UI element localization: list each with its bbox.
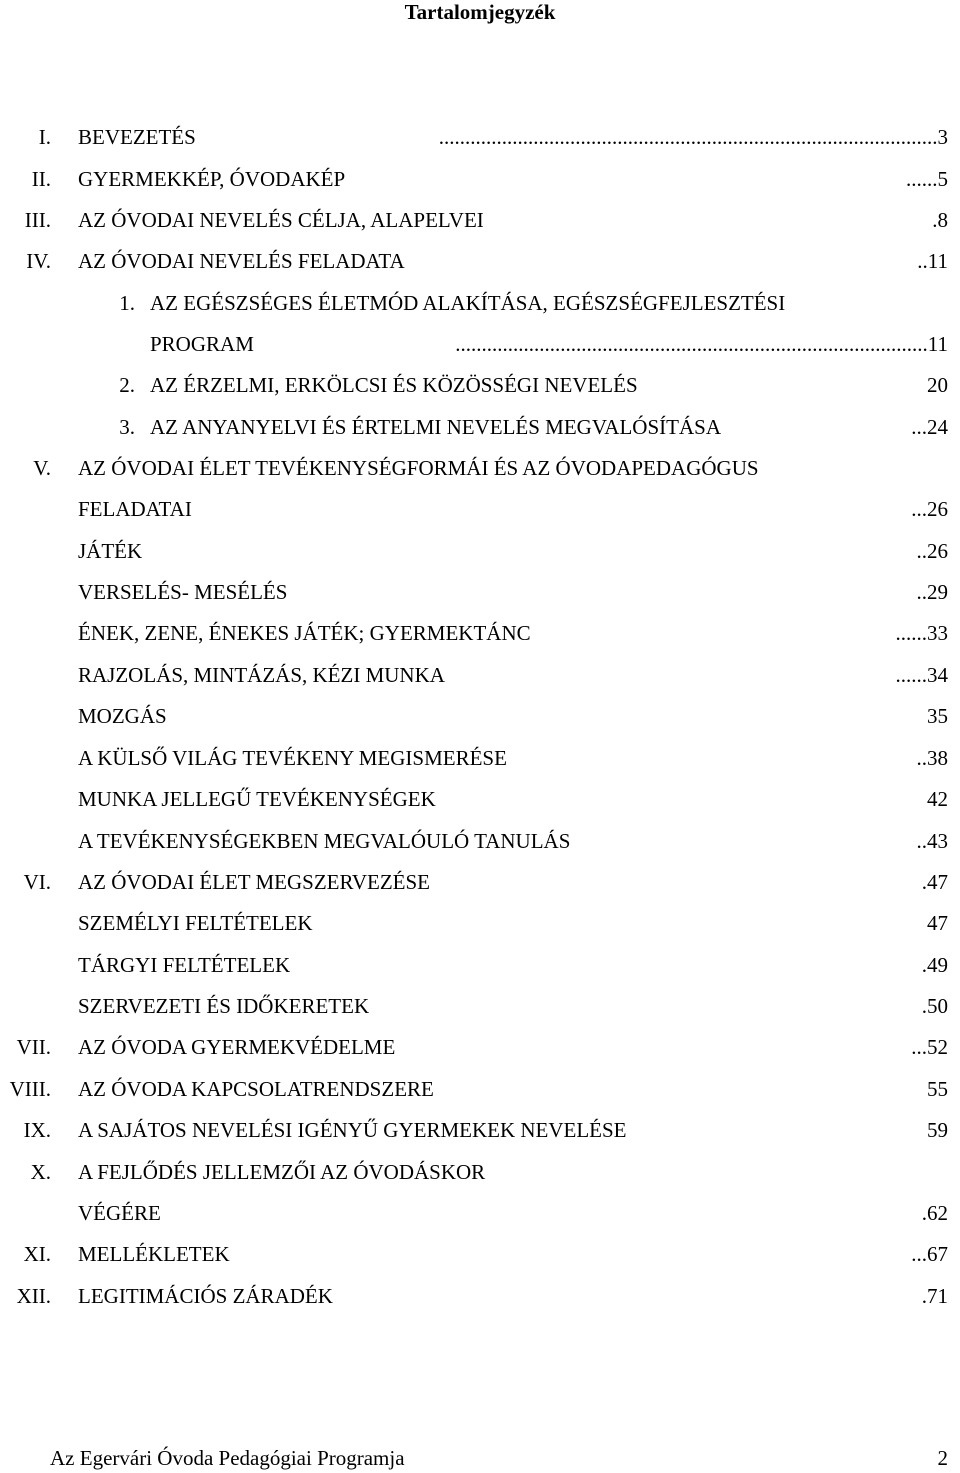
toc-entry[interactable] <box>0 536 960 566</box>
toc-entry-leader: .. <box>917 249 928 273</box>
toc-entry-number: II. <box>31 167 51 191</box>
toc-entry-page: 34 <box>927 663 948 687</box>
toc-entry-label: GYERMEKKÉP, ÓVODAKÉP <box>78 167 346 191</box>
toc-entry-leader: .. <box>916 746 927 770</box>
toc-entry[interactable] <box>0 453 960 483</box>
toc-entry-label: AZ ÉRZELMI, ERKÖLCSI ÉS KÖZÖSSÉGI NEVELÉS <box>150 373 638 397</box>
toc-entry-leader: ... <box>911 497 927 521</box>
toc-entry[interactable] <box>0 1032 960 1062</box>
toc-entry[interactable] <box>0 412 960 442</box>
toc-entry-label: AZ ÓVODAI ÉLET TEVÉKENYSÉGFORMÁI ÉS AZ ÓVODAPEDAGÓGUS <box>78 456 759 480</box>
toc-entry-leader: .. <box>916 829 927 853</box>
toc-entry-label: AZ ÓVODA GYERMEKVÉDELME <box>78 1035 396 1059</box>
toc-entry[interactable] <box>0 246 960 276</box>
toc-entry-number: X. <box>30 1160 51 1184</box>
toc-entry-page: 43 <box>927 829 948 853</box>
toc-entry[interactable] <box>0 991 960 1021</box>
toc-entry[interactable] <box>0 950 960 980</box>
toc-entry-label: LEGITIMÁCIÓS ZÁRADÉK <box>78 1284 333 1308</box>
toc-entry[interactable] <box>0 660 960 690</box>
toc-entry[interactable] <box>0 577 960 607</box>
toc-entry-page: 67 <box>927 1242 948 1266</box>
toc-entry[interactable] <box>0 826 960 856</box>
toc-entry-number: 2. <box>119 373 135 397</box>
toc-entry-page: 11 <box>927 332 948 356</box>
toc-entry-leader: .......................................................................................... <box>455 332 928 356</box>
toc-entry-page: 29 <box>927 580 948 604</box>
toc-entry-label: A KÜLSŐ VILÁG TEVÉKENY MEGISMERÉSE <box>78 746 507 770</box>
toc-entry[interactable] <box>0 494 960 524</box>
toc-entry[interactable] <box>0 164 960 194</box>
toc-entry-leader: . <box>921 1284 927 1308</box>
toc-entry-number: IX. <box>23 1118 51 1142</box>
toc-entry[interactable] <box>0 370 960 400</box>
toc-entry-leader: ...... <box>895 663 927 687</box>
toc-entry-page: 71 <box>927 1284 948 1308</box>
toc-entry-label: TÁRGYI FELTÉTELEK <box>78 953 291 977</box>
toc-entry-number: XII. <box>16 1284 51 1308</box>
toc-entry-number: VII. <box>16 1035 51 1059</box>
toc-entry-leader: .. <box>916 539 927 563</box>
toc-entry-page: 47 <box>927 911 948 935</box>
toc-entry-label: MOZGÁS <box>78 704 167 728</box>
toc-entry-number: IV. <box>26 249 51 273</box>
toc-entry-page: 24 <box>927 415 948 439</box>
toc-entry-leader: ... <box>911 1242 927 1266</box>
toc-entry-page: 49 <box>927 953 948 977</box>
toc-entry-page: 42 <box>927 787 948 811</box>
toc-entry-number: VIII. <box>9 1077 51 1101</box>
toc-entry[interactable] <box>0 1198 960 1228</box>
toc-entry-label: AZ ANYANYELVI ÉS ÉRTELMI NEVELÉS MEGVALÓSÍTÁSA <box>150 415 721 439</box>
toc-entry-page: 26 <box>927 497 948 521</box>
toc-entry-page: 52 <box>927 1035 948 1059</box>
toc-entry-number: 3. <box>119 415 135 439</box>
toc-entry-page: 8 <box>937 208 948 232</box>
page-footer <box>50 1444 948 1472</box>
toc-entry-page: 47 <box>927 870 948 894</box>
toc-entry-label: AZ ÓVODAI NEVELÉS CÉLJA, ALAPELVEI <box>78 208 484 232</box>
toc-entry-label: VÉGÉRE <box>78 1201 161 1225</box>
toc-entry[interactable] <box>0 288 960 318</box>
toc-entry-label: AZ EGÉSZSÉGES ÉLETMÓD ALAKÍTÁSA, EGÉSZSÉGFEJLESZTÉSI <box>150 291 786 315</box>
toc-entry-number: III. <box>24 208 51 232</box>
toc-entry[interactable] <box>0 908 960 938</box>
toc-entry[interactable] <box>0 1115 960 1145</box>
toc-entry-page: 62 <box>927 1201 948 1225</box>
toc-entry-label: ÉNEK, ZENE, ÉNEKES JÁTÉK; GYERMEKTÁNC <box>78 621 531 645</box>
toc-entry-leader: ... <box>911 1035 927 1059</box>
page-title: Tartalomjegyzék <box>404 0 556 24</box>
toc-entry-leader: ...... <box>906 167 938 191</box>
toc-entry-page: 50 <box>927 994 948 1018</box>
toc-entry-leader: . <box>921 1201 927 1225</box>
toc-entry[interactable] <box>0 1281 960 1311</box>
toc-entry-label: JÁTÉK <box>78 539 143 563</box>
toc-entry-label: A FEJLŐDÉS JELLEMZŐI AZ ÓVODÁSKOR <box>78 1160 486 1184</box>
toc-entry-leader: . <box>921 870 927 894</box>
toc-entry-label: VERSELÉS- MESÉLÉS <box>78 580 288 604</box>
toc-entry-page: 38 <box>927 746 948 770</box>
toc-entry-leader: . <box>921 953 927 977</box>
toc-entry-label: AZ ÓVODAI ÉLET MEGSZERVEZÉSE <box>78 870 430 894</box>
toc-entry-label: A TEVÉKENYSÉGEKBEN MEGVALÓULÓ TANULÁS <box>78 829 571 853</box>
toc-entry[interactable] <box>0 701 960 731</box>
footer-page-number: 2 <box>937 1446 948 1470</box>
toc-entry-number: XI. <box>23 1242 51 1266</box>
toc-entry-number: V. <box>33 456 51 480</box>
toc-entry-leader: . <box>932 208 938 232</box>
toc-entry-leader: ............................................................................................... <box>438 125 938 149</box>
toc-entry-label: AZ ÓVODA KAPCSOLATRENDSZERE <box>78 1077 434 1101</box>
toc-entry[interactable] <box>0 1239 960 1269</box>
toc-entry-label: PROGRAM <box>150 332 254 356</box>
toc-entry[interactable] <box>0 1074 960 1104</box>
toc-entry[interactable] <box>0 618 960 648</box>
toc-entry[interactable] <box>0 867 960 897</box>
toc-entry-label: MUNKA JELLEGŰ TEVÉKENYSÉGEK <box>78 787 436 811</box>
toc-entry[interactable] <box>0 122 960 152</box>
toc-entry-leader: . <box>921 994 927 1018</box>
toc-entry-label: BEVEZETÉS <box>78 125 196 149</box>
toc-entry-label: RAJZOLÁS, MINTÁZÁS, KÉZI MUNKA <box>78 663 445 687</box>
toc-entry-number: 1. <box>119 291 135 315</box>
toc-entry-label: SZERVEZETI ÉS IDŐKERETEK <box>78 994 370 1018</box>
toc-entry-page: 5 <box>937 167 948 191</box>
toc-entry-page: 3 <box>937 125 948 149</box>
toc-entry-page: 55 <box>927 1077 948 1101</box>
toc-entry-label: A SAJÁTOS NEVELÉSI IGÉNYŰ GYERMEKEK NEVELÉSE <box>78 1118 627 1142</box>
toc-entry-label: MELLÉKLETEK <box>78 1242 230 1266</box>
toc-entry-page: 11 <box>927 249 948 273</box>
toc-entry-page: 59 <box>927 1118 948 1142</box>
toc-entry-number: I. <box>38 125 51 149</box>
toc-entry-page: 26 <box>927 539 948 563</box>
toc-entry-leader: ... <box>911 415 927 439</box>
toc-entry-label: FELADATAI <box>78 497 192 521</box>
toc-entry-page: 33 <box>927 621 948 645</box>
toc-entry[interactable] <box>0 784 960 814</box>
toc-entry-page: 35 <box>927 704 948 728</box>
toc-entry[interactable] <box>0 329 960 359</box>
toc-entry[interactable] <box>0 743 960 773</box>
footer-document-title: Az Egervári Óvoda Pedagógiai Programja <box>50 1446 405 1470</box>
toc-entry-page: 20 <box>927 373 948 397</box>
toc-entry-label: SZEMÉLYI FELTÉTELEK <box>78 911 313 935</box>
toc-entry-number: VI. <box>23 870 51 894</box>
toc-entry-label: AZ ÓVODAI NEVELÉS FELADATA <box>78 249 405 273</box>
toc-entry-leader: ...... <box>895 621 927 645</box>
toc-entry-leader: .. <box>916 580 927 604</box>
toc-entry[interactable] <box>0 205 960 235</box>
toc-entry[interactable] <box>0 1157 960 1187</box>
